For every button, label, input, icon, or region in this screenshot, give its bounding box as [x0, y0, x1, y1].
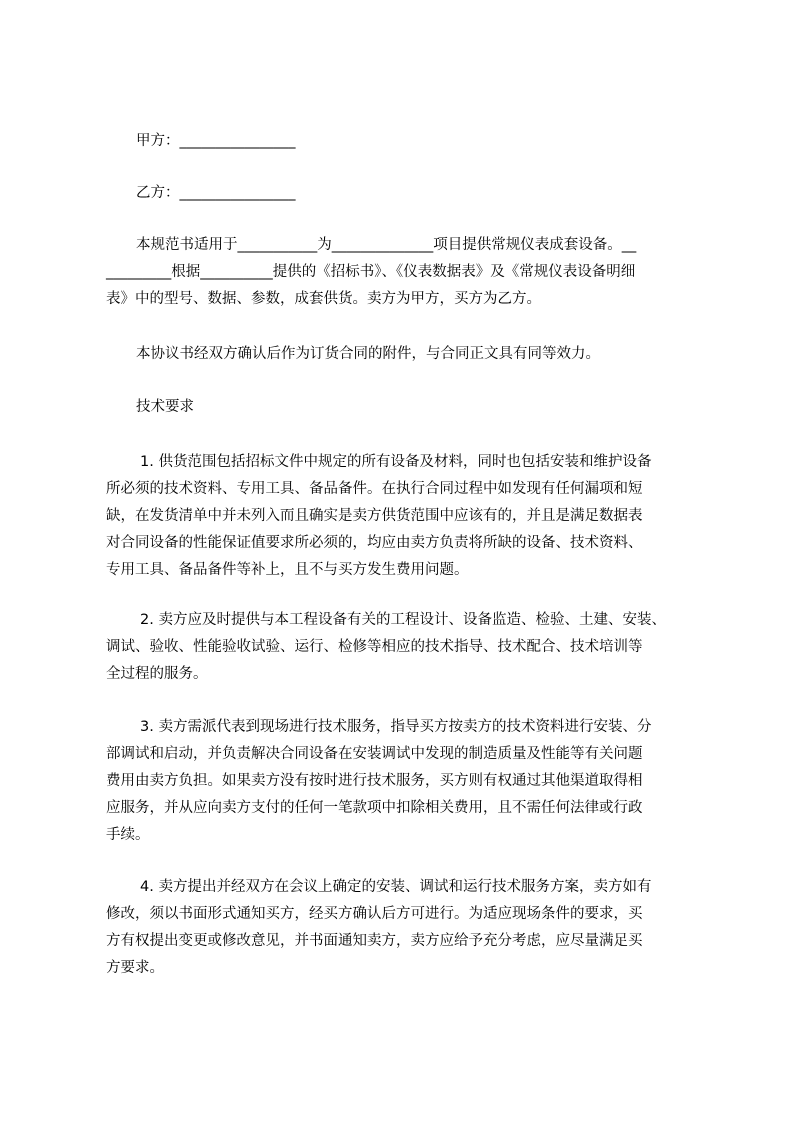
item-line: 手续。	[106, 827, 150, 843]
item-line: 应服务，并从应向卖方支付的任何一笔款项中扣除相关费用，且不需任何法律或行政	[106, 800, 643, 816]
item-line: 2. 卖方应及时提供与本工程设备有关的工程设计、设备监造、检验、土建、安装、	[140, 612, 666, 628]
validity-paragraph	[106, 341, 704, 368]
item-line: 费用由卖方负担。如果卖方没有按时进行技术服务，买方则有权通过其他渠道取得相	[106, 773, 643, 789]
party-a-blank: ________________	[179, 133, 296, 149]
item-line: 3. 卖方需派代表到现场进行技术服务，指导买方按卖方的技术资料进行安装、分	[140, 719, 652, 735]
item-line: 方要求。	[106, 960, 164, 976]
section-heading	[106, 394, 704, 421]
item-line: 专用工具、备品备件等补上，且不与买方发生费用问题。	[106, 562, 469, 578]
requirement-item-2	[106, 607, 704, 688]
party-a-line	[136, 128, 296, 155]
item-line: 修改，须以书面形式通知买方，经买方确认后方可进行。为适应现场条件的要求，买	[106, 906, 643, 922]
section-title: 技术要求	[136, 399, 194, 415]
intro-line: 表》中的型号、数据、参数，成套供货。卖方为甲方，买方为乙方。	[106, 291, 541, 307]
party-b-line	[136, 180, 296, 207]
party-b-blank: ________________	[179, 185, 296, 201]
requirement-item-1	[106, 449, 704, 584]
requirement-item-4	[106, 874, 704, 982]
intro-line: 本规范书适用于___________为______________项目提供常规仪表成套设备。__	[136, 237, 637, 253]
party-b-label: 乙方：	[136, 185, 180, 201]
item-line: 部调试和启动，并负责解决合同设备在安装调试中发现的制造质量及性能等有关问题	[106, 746, 643, 762]
intro-paragraph	[106, 232, 704, 313]
item-line: 缺，在发货清单中并未列入而且确实是卖方供货范围中应该有的，并且是满足数据表	[106, 508, 643, 524]
item-line: 对合同设备的性能保证值要求所必须的，均应由卖方负责将所缺的设备、技术资料、	[106, 535, 643, 551]
party-a-label: 甲方：	[136, 133, 180, 149]
validity-text: 本协议书经双方确认后作为订货合同的附件，与合同正文具有同等效力。	[136, 346, 600, 362]
item-line: 1. 供货范围包括招标文件中规定的所有设备及材料，同时也包括安装和维护设备	[140, 454, 652, 470]
item-line: 全过程的服务。	[106, 666, 208, 682]
item-line: 4. 卖方提出并经双方在会议上确定的安装、调试和运行技术服务方案，卖方如有	[140, 879, 652, 895]
requirement-item-3	[106, 714, 704, 849]
item-line: 方有权提出变更或修改意见，并书面通知卖方，卖方应给予充分考虑，应尽量满足买	[106, 933, 643, 949]
item-line: 所必须的技术资料、专用工具、备品备件。在执行合同过程中如发现有任何漏项和短	[106, 481, 643, 497]
item-line: 调试、验收、性能验收试验、运行、检修等相应的技术指导、技术配合、技术培训等	[106, 639, 643, 655]
intro-line: _________根据__________提供的《招标书》、《仪表数据表》及《常规仪表设备明细	[106, 264, 636, 280]
